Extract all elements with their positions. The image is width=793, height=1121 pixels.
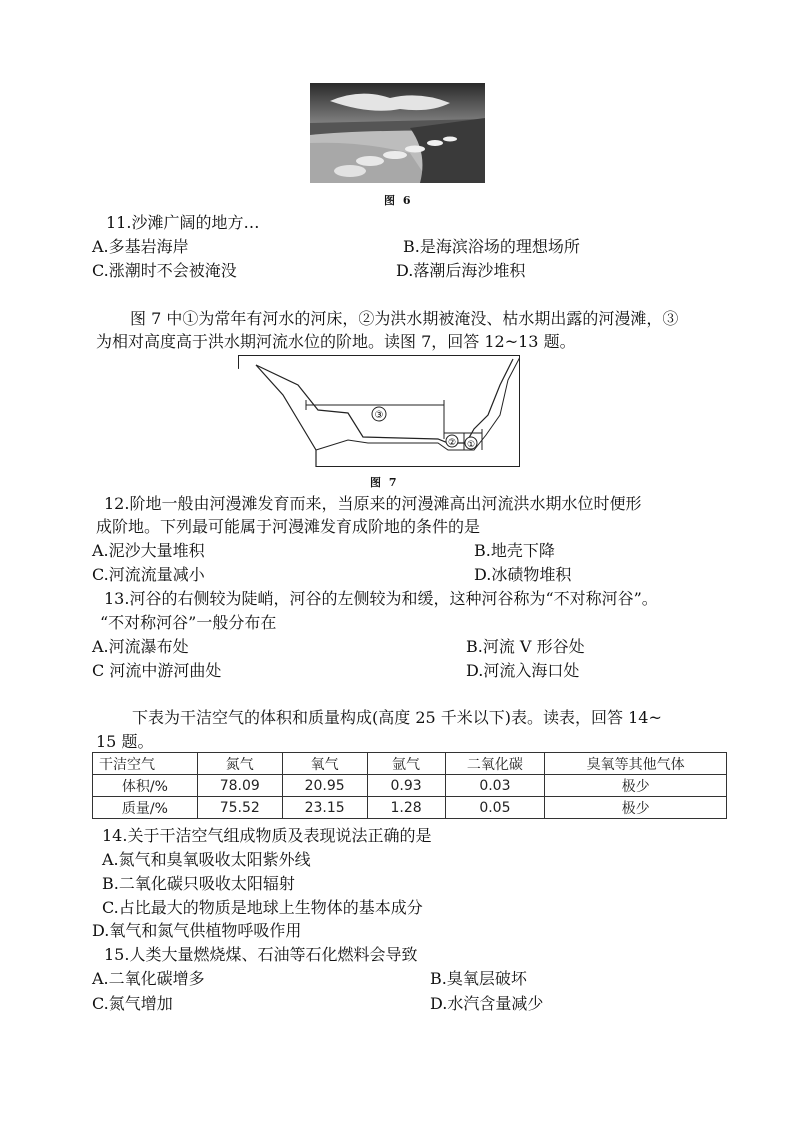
table-row [93, 775, 727, 797]
air-composition-table [92, 752, 727, 819]
river-valley-diagram [238, 355, 520, 467]
table-header-cell: 氮气 [197, 753, 282, 775]
q11-option-b: B.是海滨浴场的理想场所 [403, 237, 580, 256]
table-cell: 0.03 [445, 775, 545, 797]
table-row [93, 797, 727, 819]
table-cell: 0.93 [367, 775, 445, 797]
q14-option-d: D.氧气和氮气供植物呼吸作用 [92, 921, 302, 940]
figure6-caption: 图 6 [384, 194, 413, 207]
intro7-line1: 图 7 中①为常年有河水的河床，②为洪水期被淹没、枯水期出露的河漫滩，③ [130, 309, 679, 328]
table-cell: 质量/% [93, 797, 198, 819]
q14-option-b: B.二氧化碳只吸收太阳辐射 [102, 874, 295, 893]
q13-line2: “不对称河谷”一般分布在 [100, 613, 277, 632]
intro14-line2: 15 题。 [96, 732, 154, 751]
q12-option-c: C.河流流量减小 [92, 565, 205, 584]
q15-option-c: C.氮气增加 [92, 994, 173, 1013]
beach-photo [310, 83, 485, 183]
q11-option-d: D.落潮后海沙堆积 [396, 261, 526, 280]
table-cell: 23.15 [282, 797, 367, 819]
q13-line1: 13.河谷的右侧较为陡峭，河谷的左侧较为和缓，这种河谷称为“不对称河谷”。 [104, 589, 658, 608]
q13-option-c: C 河流中游河曲处 [92, 661, 222, 680]
q11-stem: 11.沙滩广阔的地方… [106, 213, 260, 232]
table-header-row [93, 753, 727, 775]
q11-option-c: C.涨潮时不会被淹没 [92, 261, 237, 280]
q15-option-d: D.水汽含量减少 [430, 994, 544, 1013]
table-cell: 极少 [545, 797, 727, 819]
table-cell: 78.09 [197, 775, 282, 797]
q14-stem: 14.关于干洁空气组成物质及表现说法正确的是 [102, 826, 432, 845]
intro14-line1: 下表为干洁空气的体积和质量构成(高度 25 千米以下)表。读表，回答 14~ [132, 708, 662, 727]
terrace-label: ③ [374, 410, 384, 421]
intro7-line2: 为相对高度高于洪水期河流水位的阶地。读图 7，回答 12~13 题。 [96, 332, 576, 351]
table-cell: 1.28 [367, 797, 445, 819]
table-cell: 20.95 [282, 775, 367, 797]
table-header-cell: 臭氧等其他气体 [545, 753, 727, 775]
table-cell: 75.52 [197, 797, 282, 819]
q11-option-a: A.多基岩海岸 [92, 237, 189, 256]
table-cell: 0.05 [445, 797, 545, 819]
q13-option-d: D.河流入海口处 [466, 661, 580, 680]
q12-line2: 成阶地。下列最可能属于河漫滩发育成阶地的条件的是 [96, 517, 481, 536]
table-header-cell: 干洁空气 [93, 753, 198, 775]
riverbed-label: ① [466, 440, 476, 450]
q14-option-c: C.占比最大的物质是地球上生物体的基本成分 [102, 898, 423, 917]
table-header-cell: 二氧化碳 [445, 753, 545, 775]
q13-option-a: A.河流瀑布处 [92, 637, 189, 656]
q12-line1: 12.阶地一般由河漫滩发育而来，当原来的河漫滩高出河流洪水期水位时便形 [104, 494, 642, 513]
table-cell: 体积/% [93, 775, 198, 797]
q15-option-a: A.二氧化碳增多 [92, 969, 205, 988]
q14-option-a: A.氮气和臭氧吸收太阳紫外线 [102, 850, 311, 869]
q12-option-a: A.泥沙大量堆积 [92, 541, 205, 560]
q12-option-d: D.冰碛物堆积 [474, 565, 572, 584]
q13-option-b: B.河流 V 形谷处 [466, 637, 585, 656]
floodplain-label: ② [447, 438, 457, 448]
table-header-cell: 氩气 [367, 753, 445, 775]
table-cell: 极少 [545, 775, 727, 797]
q15-option-b: B.臭氧层破坏 [430, 969, 527, 988]
q15-stem: 15.人类大量燃烧煤、石油等石化燃料会导致 [104, 945, 418, 964]
figure7-caption: 图 7 [370, 476, 399, 489]
q12-option-b: B.地壳下降 [474, 541, 555, 560]
table-header-cell: 氧气 [282, 753, 367, 775]
